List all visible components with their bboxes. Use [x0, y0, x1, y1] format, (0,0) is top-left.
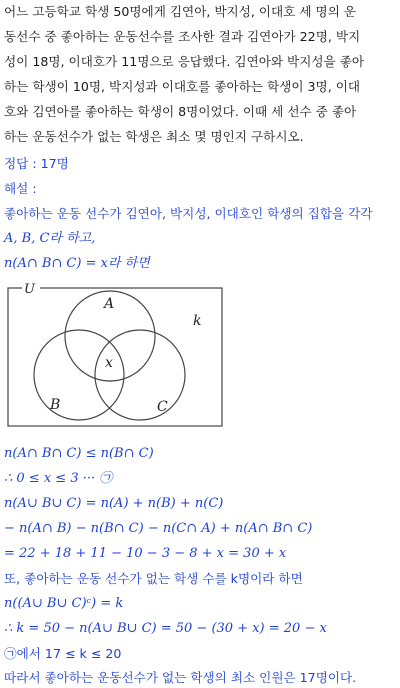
set-c-label: C	[157, 399, 168, 415]
venn-diagram	[0, 280, 400, 430]
problem-line: 호와 김연아를 좋아하는 학생이 8명이었다. 이때 세 선수 중 좋아	[4, 104, 357, 119]
problem-line: 하는 운동선수가 없는 학생은 최소 몇 명인지 구하시오.	[4, 129, 304, 144]
explanation-intro-line: n(A∩ B∩ C) = x라 하면	[4, 256, 150, 271]
step-line: = 22 + 18 + 11 − 10 − 3 − 8 + x = 30 + x	[4, 546, 287, 561]
center-region-label: x	[105, 355, 113, 371]
step-line: n(A∪ B∪ C) = n(A) + n(B) + n(C)	[4, 496, 224, 511]
step-line: n((A∪ B∪ C)ᶜ) = k	[4, 596, 124, 611]
conclusion-line: 따라서 좋아하는 운동선수가 없는 학생의 최소 인원은 17명이다.	[4, 670, 357, 685]
step-line: − n(A∩ B) − n(B∩ C) − n(C∩ A) + n(A∩ B∩ C)	[4, 521, 313, 536]
explanation-heading: 해설 :	[4, 181, 37, 196]
set-a-label: A	[104, 296, 115, 312]
answer-text: 정답 : 17명	[4, 156, 69, 171]
outside-region-label: k	[193, 313, 202, 329]
step-line: ∴ k = 50 − n(A∪ B∪ C) = 50 − (30 + x) = 20 − x	[4, 621, 327, 636]
universe-label: U	[24, 282, 35, 297]
problem-line: 어느 고등학교 학생 50명에게 김연아, 박지성, 이대호 세 명의 운	[4, 4, 357, 19]
universe-rect	[8, 288, 222, 426]
problem-line: 성이 18명, 이대호가 11명으로 응답했다. 김연아와 박지성을 좋아	[4, 54, 365, 69]
set-b-label: B	[50, 397, 61, 413]
step-line: ㉠에서 17 ≤ k ≤ 20	[4, 646, 122, 661]
problem-line: 동선수 중 좋아하는 운동선수를 조사한 결과 김연아가 22명, 박지	[4, 29, 361, 44]
problem-line: 하는 학생이 10명, 박지성과 이대호를 좋아하는 학생이 3명, 이대	[4, 79, 361, 94]
set-b-circle	[34, 330, 124, 420]
explanation-intro-line: A, B, C라 하고,	[4, 231, 96, 246]
step-line: ∴ 0 ≤ x ≤ 3 ··· ㉠	[4, 471, 113, 486]
set-c-circle	[95, 330, 185, 420]
step-line: 또, 좋아하는 운동 선수가 없는 학생 수를 k명이라 하면	[4, 571, 303, 586]
step-line: n(A∩ B∩ C) ≤ n(B∩ C)	[4, 446, 154, 461]
explanation-intro-line: 좋아하는 운동 선수가 김연아, 박지성, 이대호인 학생의 집합을 각각	[4, 206, 373, 221]
